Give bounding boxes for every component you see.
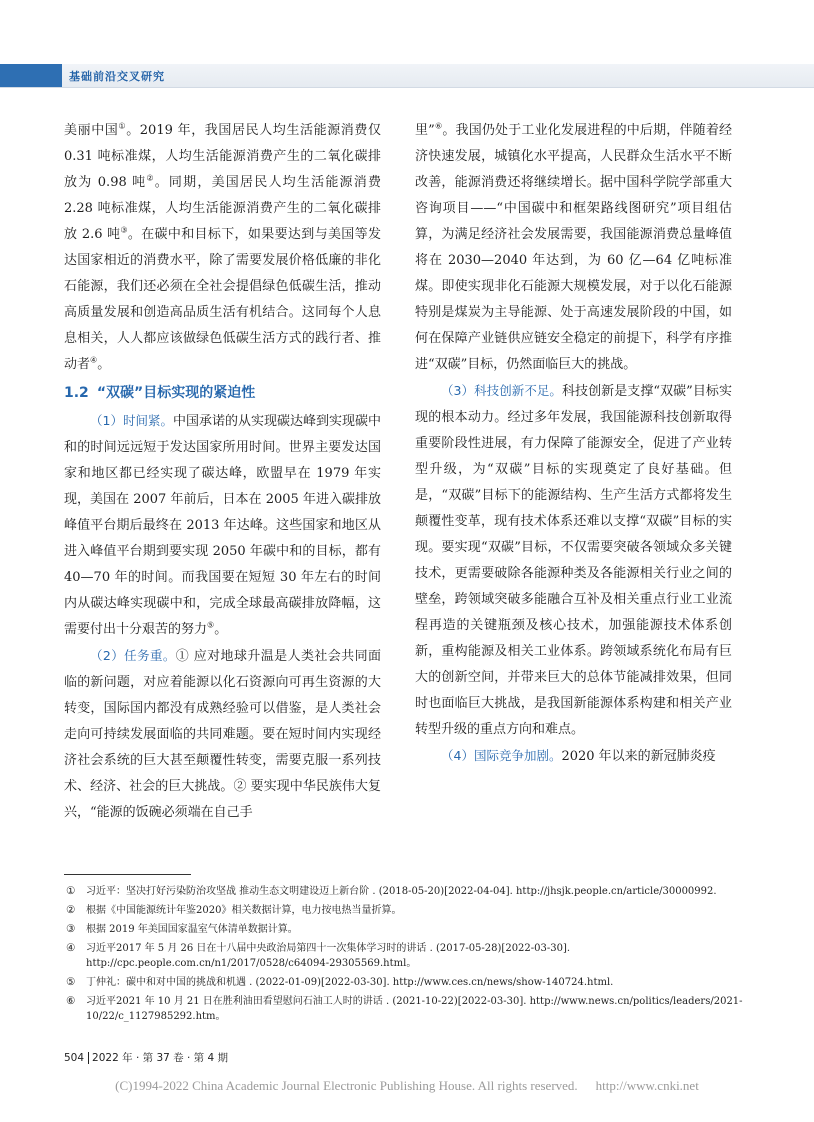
section-heading	[64, 378, 381, 408]
footnote-text: 根据《中国能源统计年鉴2020》相关数据计算，电力按电热当量折算。	[86, 905, 402, 916]
paragraph-lead: （3）科技创新不足。	[441, 383, 562, 398]
paragraph-lead: （2）任务重。	[90, 648, 176, 663]
footnote-mark: ⑥	[66, 995, 76, 1007]
section-title: “双碳”目标实现的紧迫性	[96, 385, 256, 401]
header-accent-block	[0, 64, 62, 87]
journal-issue: 2022 年 · 第 37 卷 · 第 4 期	[92, 1052, 229, 1064]
text: 美丽中国	[64, 123, 119, 138]
text: 。	[97, 357, 111, 372]
footnote-mark: ②	[66, 904, 76, 916]
footnote-text: 习近平2017 年 5 月 26 日在十八届中央政治局第四十一次集体学习时的讲话 . (2017-05-28)[2022-03-30]. http://cpc.people.com.cn/n1/2017/0528/c64094-29305569.html。	[86, 943, 571, 969]
text: 。	[214, 622, 228, 637]
footnote	[64, 994, 749, 1024]
footnote	[64, 903, 749, 918]
section-column-title: 基础前沿交叉研究	[69, 70, 165, 83]
footnotes	[64, 884, 749, 1028]
text: 。在碳中和目标下，如果要达到与美国等发达国家相近的消费水平，除了需要发展价格低廉的非化石能源，我们还必须在全社会提倡绿色低碳生活，推动高质量发展和创造高品质生活有机结合。这同每个人息息相关，人人都应该做绿色低碳生活方式的践行者、推动者	[64, 227, 381, 372]
text: 里”	[415, 123, 435, 138]
paragraph	[415, 118, 732, 378]
text: 。2019 年，我国居民人均生活能源消费仅 0.31 吨标准煤，人均生活能源消费产生的二氧化碳排放为 0.98 吨	[64, 123, 381, 190]
footnote	[64, 941, 749, 971]
footnote-ref[interactable]: ②	[146, 173, 155, 183]
copyright-text: (C)1994-2022 China Academic Journal Electronic Publishing House. All rights reserved.	[115, 1078, 578, 1093]
footnote-mark: ④	[66, 942, 76, 954]
page-folio	[64, 1050, 228, 1065]
footnote-ref[interactable]: ①	[118, 121, 127, 131]
text: 。同期，美国居民人均生活能源消费 2.28 吨标准煤，人均生活能源消费产生的二氧化碳排放 2.6 吨	[64, 175, 381, 242]
text: 2020 年以来的新冠肺炎疫	[561, 749, 716, 764]
footnote-ref[interactable]: ⑥	[434, 121, 443, 131]
cnki-link[interactable]: http://www.cnki.net	[595, 1078, 699, 1093]
footnote-ref[interactable]: ③	[120, 225, 128, 235]
paragraph	[64, 408, 381, 643]
paragraph-lead: （4）国际竞争加剧。	[441, 748, 562, 763]
footnote-text: 丁仲礼：碳中和对中国的挑战和机遇 . (2022-01-09)[2022-03-30]. http://www.ces.cn/news/show-140724.html.	[86, 977, 614, 988]
footnote-ref[interactable]: ⑤	[207, 620, 215, 630]
journal-header	[0, 64, 814, 88]
footnote	[64, 922, 749, 937]
paragraph	[64, 118, 381, 378]
footnote	[64, 884, 749, 899]
footnote-text: 习近平2021 年 10 月 21 日在胜利油田看望慰问石油工人时的讲话 . (2021-10-22)[2022-03-30]. http://www.news.cn/politics/leaders/2021-10/22/c_1127985292.htm。	[86, 996, 743, 1022]
section-number: 1.2	[64, 385, 89, 401]
footnote-mark: ⑤	[66, 976, 76, 988]
paragraph	[64, 643, 381, 826]
left-column	[64, 118, 381, 826]
page-number: 504	[64, 1052, 89, 1064]
footnote-text: 习近平：坚决打好污染防治攻坚战 推动生态文明建设迈上新台阶 . (2018-05-20)[2022-04-04]. http://jhsjk.people.cn/article/30000992.	[86, 886, 717, 897]
paragraph	[415, 743, 732, 770]
footnote-text: 根据 2019 年美国国家温室气体清单数据计算。	[86, 924, 298, 935]
footnote	[64, 975, 749, 990]
footnote-mark: ①	[66, 885, 76, 897]
cnki-watermark	[0, 1078, 814, 1094]
right-column	[415, 118, 732, 770]
footnote-divider	[64, 874, 191, 875]
text: 中国承诺的从实现碳达峰到实现碳中和的时间远远短于发达国家所用时间。世界主要发达国家和地区都已经实现了碳达峰，欧盟早在 1979 年实现，美国在 2007 年前后，日本在 2005 年进入碳排放峰值平台期后最终在 2013 年达峰。这些国家和地区从进入峰值平台期到要实现 2050 年碳中和的目标，都有 40—70 年的时间。而我国要在短短 30 年左右的时间内从碳达峰实现碳中和，完成全球最高碳排放降幅，这需要付出十分艰苦的努力	[64, 414, 381, 637]
footnote-mark: ③	[66, 923, 76, 935]
paragraph	[415, 378, 732, 743]
text: ① 应对地球升温是人类社会共同面临的新问题，对应着能源以化石资源向可再生资源的大转变，国际国内都没有成熟经验可以借鉴，是人类社会走向可持续发展面临的共同难题。要在短时间内实现经济社会系统的巨大甚至颠覆性转变，需要克服一系列技术、经济、社会的巨大挑战。② 要实现中华民族伟大复兴，“能源的饭碗必须端在自己手	[64, 649, 381, 820]
paragraph-lead: （1）时间紧。	[90, 413, 173, 428]
text: 。我国仍处于工业化发展进程的中后期，伴随着经济快速发展，城镇化水平提高，人民群众生活水平不断改善，能源消费还将继续增长。据中国科学院学部重大咨询项目——“中国碳中和框架路线图研究”项目组估算，为满足经济社会发展需要，我国能源消费总量峰值将在 2030—2040 年达到，为 60 亿—64 亿吨标准煤。即使实现非化石能源大规模发展，对于以化石能源特别是煤炭为主导能源、处于高速发展阶段的中国，如何在保障产业链供应链安全稳定的前提下，科学有序推进“双碳”目标，仍然面临巨大的挑战。	[415, 123, 732, 372]
text: 科技创新是支撑“双碳”目标实现的根本动力。经过多年发展，我国能源科技创新取得重要阶段性进展，有力保障了能源安全，促进了产业转型升级，为“双碳”目标的实现奠定了良好基础。但是，“双碳”目标下的能源结构、生产生活方式都将发生颠覆性变革，现有技术体系还难以支撑“双碳”目标的实现。要实现“双碳”目标，不仅需要突破各领域众多关键技术，更需要破除各能源种类及各能源相关行业之间的壁垒，跨领域突破多能融合互补及相关重点行业工业流程再造的关键瓶颈及核心技术，加强能源技术体系创新，重构能源及相关工业体系。跨领域系统化布局有巨大的创新空间，并带来巨大的总体节能减排效果，但同时也面临巨大挑战，是我国新能源体系构建和相关产业转型升级的重点方向和难点。	[415, 384, 732, 737]
footnote-ref[interactable]: ④	[90, 355, 98, 365]
